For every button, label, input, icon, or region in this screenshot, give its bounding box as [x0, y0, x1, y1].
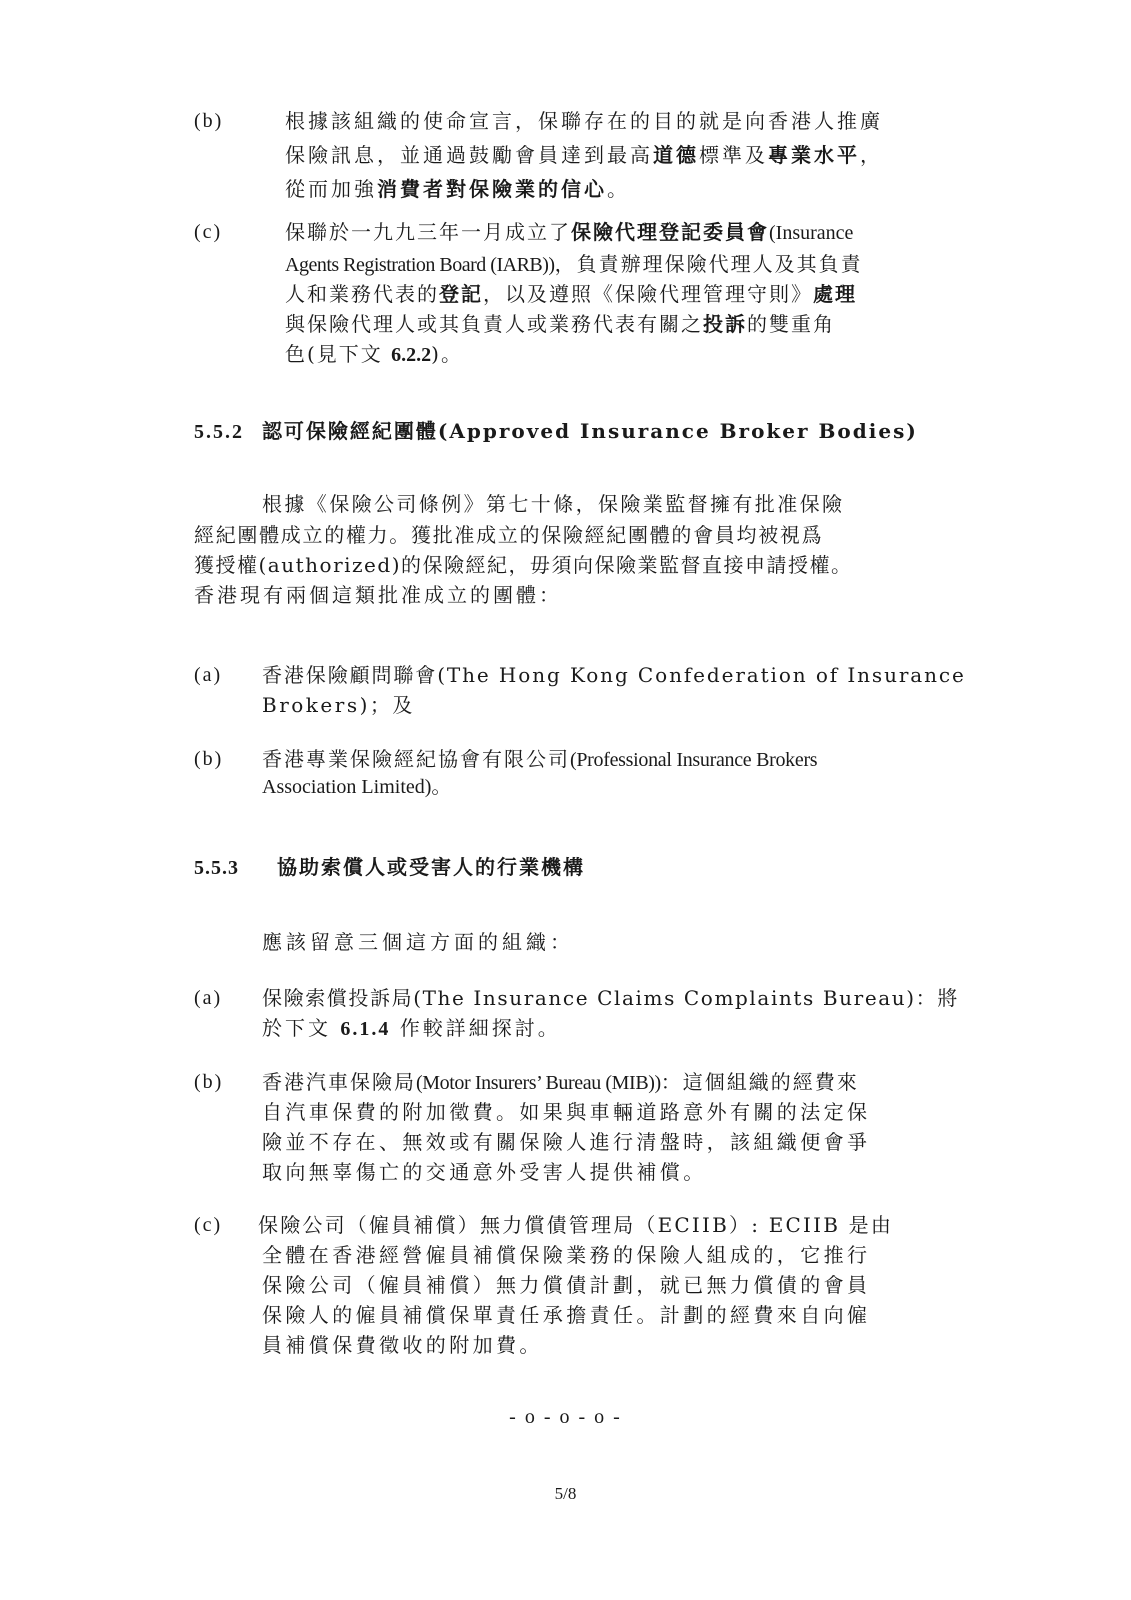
intro-line: 應該留意三個這方面的組織： — [262, 930, 574, 954]
list-item-line: 員補償保費徵收的附加費。 — [262, 1333, 543, 1357]
end-mark: - o - o - o - — [509, 1406, 622, 1428]
text-line: 從而加強消費者對保險業的信心。 — [285, 177, 630, 201]
list-item-line: Association Limited)。 — [262, 776, 452, 798]
paragraph-line: 獲授權(authorized)的保險經紀，毋須向保險業監督直接申請授權。 — [194, 553, 853, 577]
text-line: 與保險代理人或其負責人或業務代表有關之投訴的雙重角 — [285, 312, 835, 336]
paragraph-line: 根據《保險公司條例》第七十條，保險業監督擁有批准保險 — [262, 492, 845, 516]
list-item-line: 香港汽車保險局(Motor Insurers’ Bureau (MIB))：這個組織的經費來 — [262, 1070, 859, 1094]
list-item-line: 保險人的僱員補償保單責任承擔責任。計劃的經費來自向僱 — [262, 1303, 871, 1327]
list-item-line: 險並不存在、無效或有關保險人進行清盤時，該組織便會爭 — [262, 1130, 871, 1154]
list-item-line: 取向無辜傷亡的交通意外受害人提供補償。 — [262, 1160, 707, 1184]
list-item-line: 保險公司（僱員補償）無力償債計劃，就已無力償債的會員 — [262, 1273, 871, 1297]
section-heading: 5.5.3 協助索償人或受害人的行業機構 — [194, 855, 585, 879]
item-label: (a) — [194, 987, 223, 1009]
item-label: (c) — [194, 221, 223, 243]
item-label: (a) — [194, 664, 223, 686]
text-line: 根據該組織的使命宣言，保聯存在的目的就是向香港人推廣 — [285, 109, 883, 133]
list-item-line: 保險索償投訴局(The Insurance Claims Complaints Bureau)：將 — [262, 986, 959, 1010]
item-label: (b) — [194, 748, 224, 770]
text-line: 色(見下文 6.2.2)。 — [285, 342, 463, 366]
list-item-line: 保險公司（僱員補償）無力償債管理局（ECIIB）: ECIIB 是由 — [258, 1213, 894, 1237]
paragraph-line: 香港現有兩個這類批准成立的團體： — [194, 583, 562, 607]
text-line: 人和業務代表的登記，以及遵照《保險代理管理守則》處理 — [285, 282, 857, 306]
section-heading: 5.5.2 認可保險經紀團體(Approved Insurance Broker Bodies) — [194, 419, 918, 443]
list-item-line: 全體在香港經營僱員補償保險業務的保險人組成的，它推行 — [262, 1243, 871, 1267]
paragraph-line: 經紀團體成立的權力。獲批准成立的保險經紀團體的會員均被視爲 — [194, 523, 824, 547]
list-item-line: 香港保險顧問聯會(The Hong Kong Confederation of Insurance — [262, 663, 966, 687]
text-line: 保聯於一九九三年一月成立了保險代理登記委員會(Insurance — [285, 220, 854, 244]
item-label: (b) — [194, 1071, 224, 1093]
text-line: 保險訊息，並通過鼓勵會員達到最高道德標準及專業水平， — [285, 143, 883, 167]
item-label: (c) — [194, 1214, 223, 1236]
item-label: (b) — [194, 110, 224, 132]
text-line: Agents Registration Board (IARB))，負責辦理保險代理人及其負責 — [285, 252, 863, 276]
list-item-line: 自汽車保費的附加徵費。如果與車輛道路意外有關的法定保 — [262, 1100, 871, 1124]
list-item-line: 香港專業保險經紀協會有限公司(Professional Insurance Brokers — [262, 747, 818, 771]
list-item-line: 於下文 6.1.4 作較詳細探討。 — [262, 1016, 561, 1040]
page-number: 5/8 — [554, 1484, 577, 1503]
list-item-line: Brokers)；及 — [262, 693, 415, 717]
